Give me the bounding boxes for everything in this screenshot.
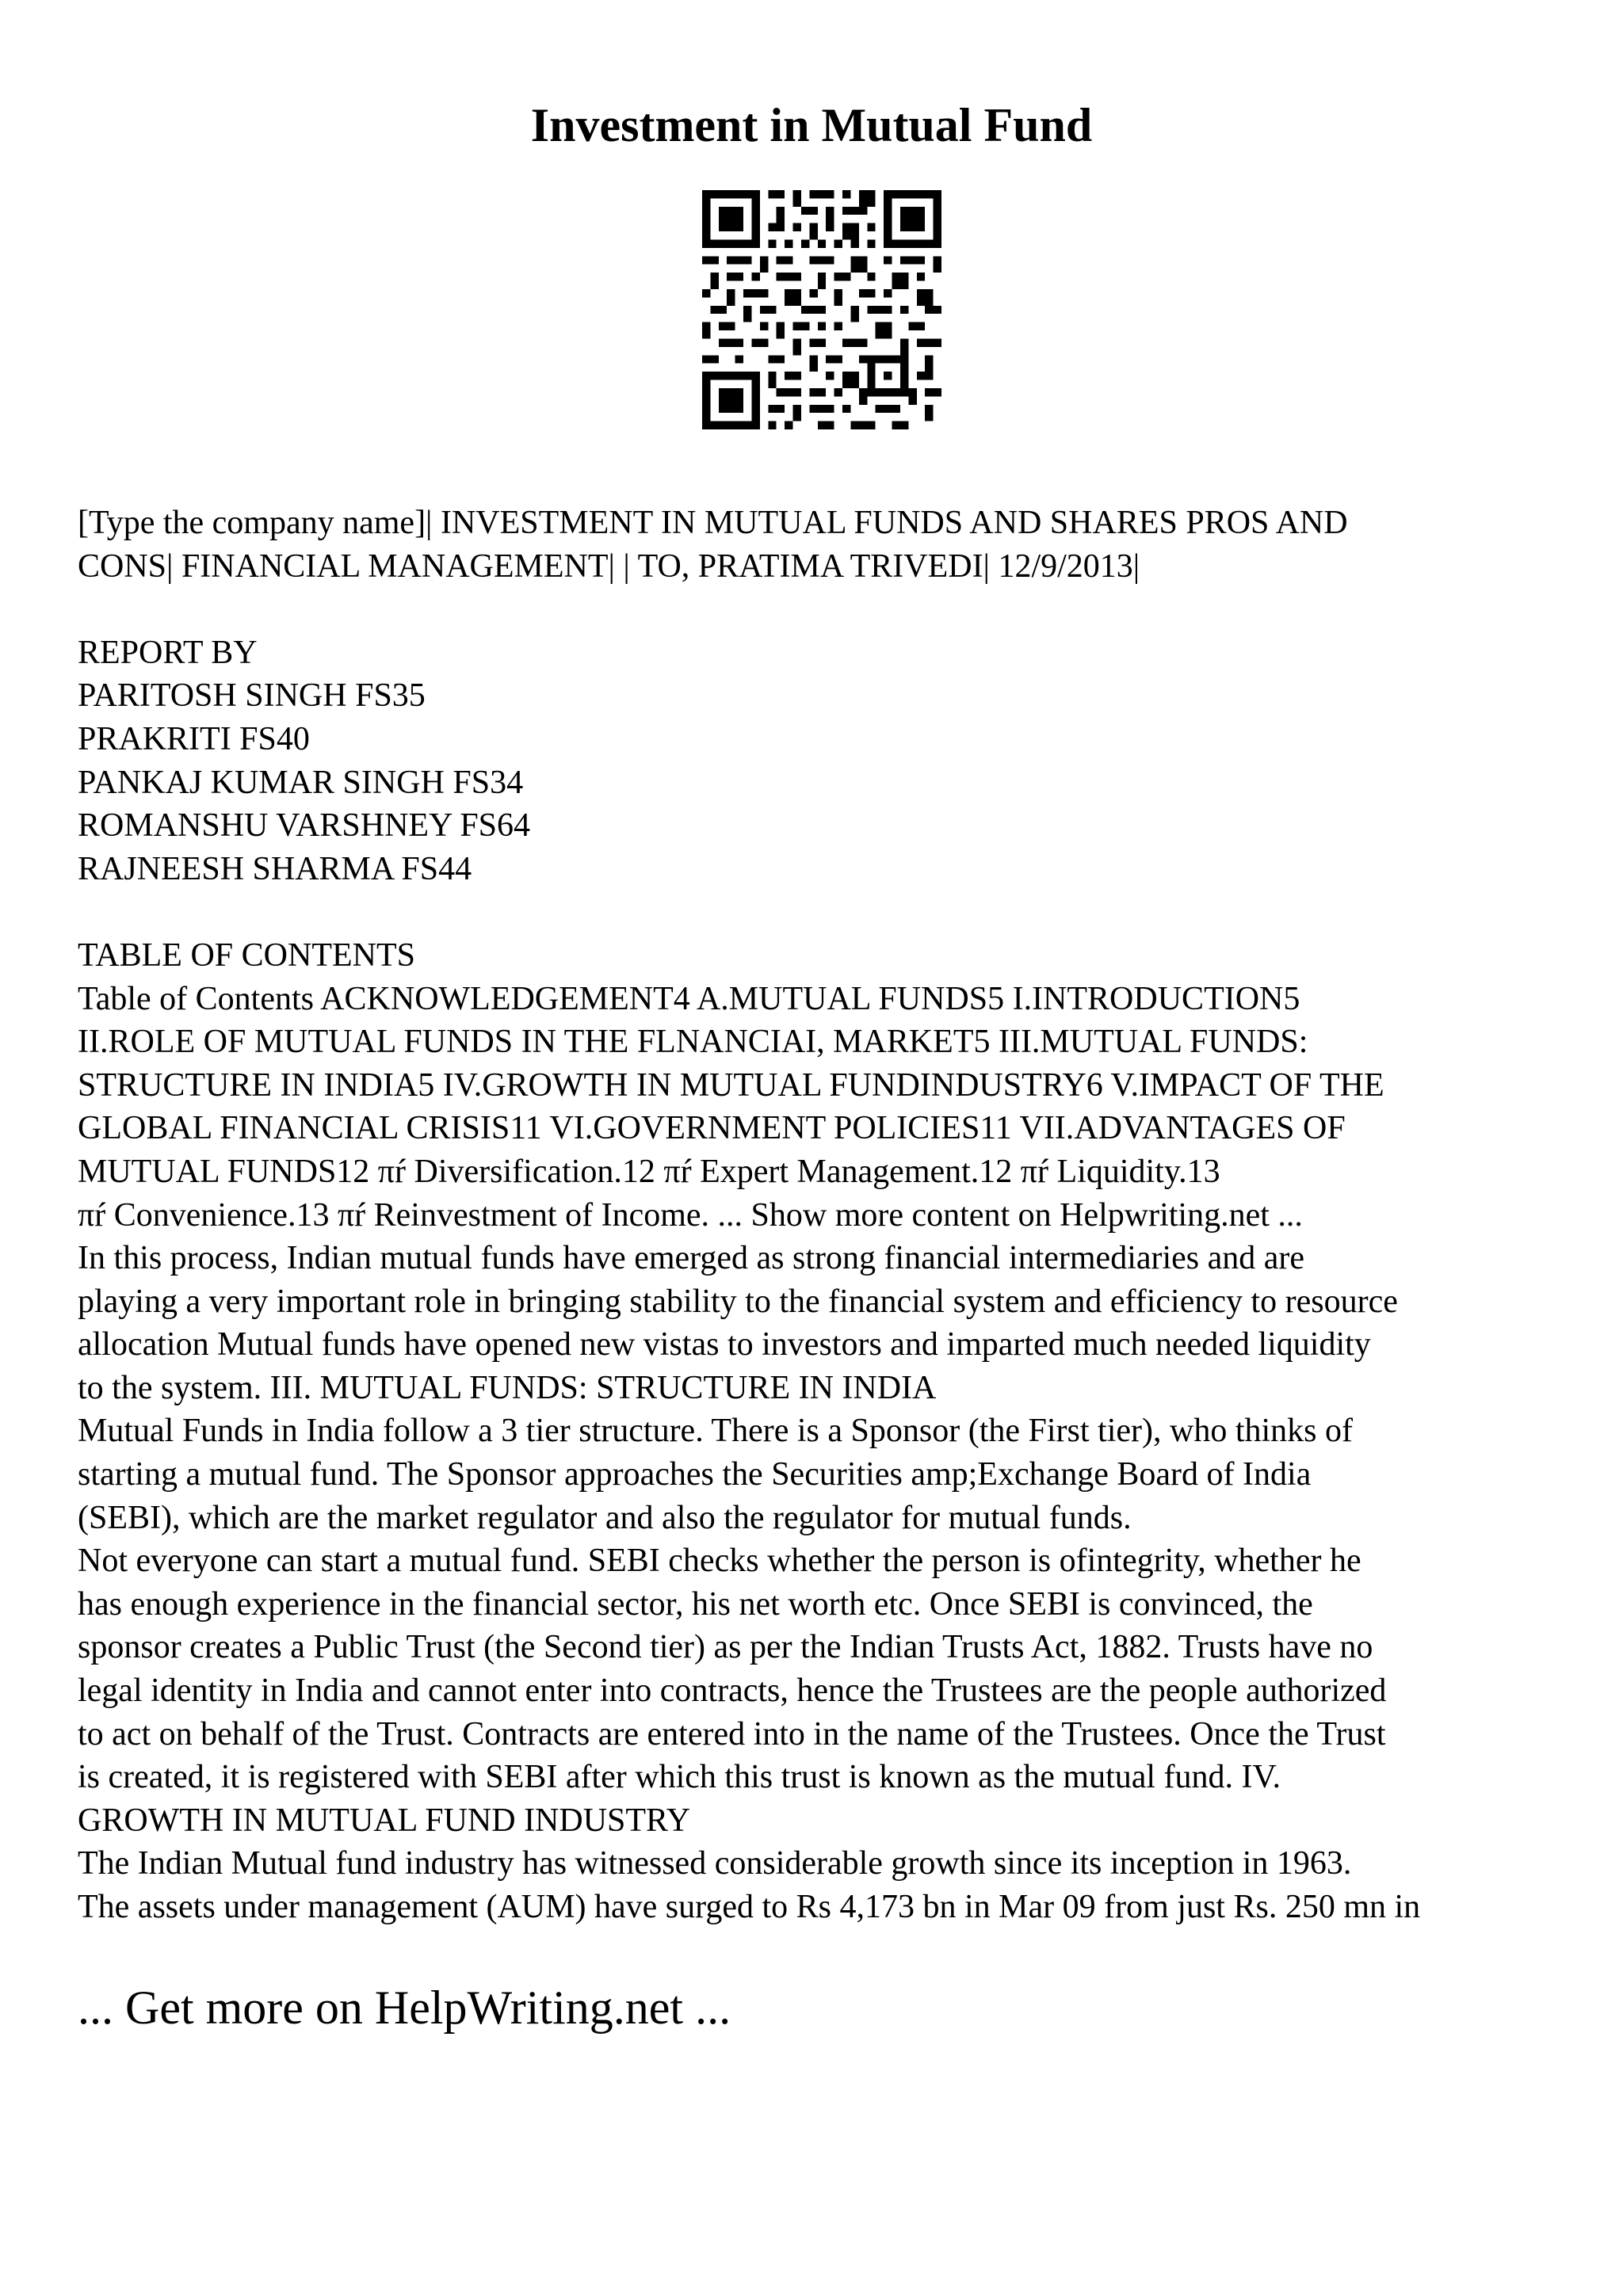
contents-block (78, 934, 1583, 1929)
body-line: In this process, Indian mutual funds have emerged as strong financial intermediaries and are (78, 1240, 1305, 1277)
body-line: starting a mutual fund. The Sponsor approaches the Securities amp;Exchange Board of India (78, 1456, 1312, 1493)
header-line: CONS| FINANCIAL MANAGEMENT| | TO, PRATIMA TRIVEDI| 12/9/2013| (78, 547, 1140, 585)
author-line: RAJNEESH SHARMA FS44 (78, 850, 472, 887)
body-line: Table of Contents ACKNOWLEDGEMENT4 A.MUTUAL FUNDS5 I.INTRODUCTION5 (78, 980, 1300, 1017)
author-line: ROMANSHU VARSHNEY FS64 (78, 807, 531, 845)
body-line: MUTUAL FUNDS12 πŕ Diversification.12 πŕ Expert Management.12 πŕ Liquidity.13 (78, 1153, 1220, 1190)
report-by-block (78, 631, 1583, 891)
header-line: [Type the company name]| INVESTMENT IN MUTUAL FUNDS AND SHARES PROS AND (78, 505, 1348, 541)
body-line: (SEBI), which are the market regulator and also the regulator for mutual funds. (78, 1499, 1132, 1536)
body-line: legal identity in India and cannot enter into contracts, hence the Trustees are the people authorized (78, 1672, 1387, 1710)
document-body (78, 502, 1583, 1929)
body-line: Not everyone can start a mutual fund. SEBI checks whether the person is ofintegrity, whether he (78, 1543, 1361, 1580)
body-line: allocation Mutual funds have opened new vistas to investors and imparted much needed liquidity (78, 1326, 1371, 1363)
body-line: to the system. III. MUTUAL FUNDS: STRUCTURE IN INDIA (78, 1369, 937, 1406)
document-title: Investment in Mutual Fund (530, 99, 1093, 151)
body-line: II.ROLE OF MUTUAL FUNDS IN THE FLNANCIAI, MARKET5 III.MUTUAL FUNDS: (78, 1024, 1308, 1061)
body-line: πŕ Convenience.13 πŕ Reinvestment of Income. ... Show more content on Helpwriting.net ... (78, 1196, 1303, 1234)
body-line: playing a very important role in bringing stability to the financial system and efficiency to resource (78, 1283, 1398, 1320)
author-line: PRAKRITI FS40 (78, 720, 310, 757)
toc-heading: TABLE OF CONTENTS (78, 936, 415, 974)
qr-code-icon (702, 190, 941, 429)
author-line: PANKAJ KUMAR SINGH FS34 (78, 764, 524, 801)
header-block (78, 502, 1583, 588)
body-line: STRUCTURE IN INDIA5 IV.GROWTH IN MUTUAL FUNDINDUSTRY6 V.IMPACT OF THE (78, 1066, 1384, 1104)
body-line: The Indian Mutual fund industry has witnessed considerable growth since its inception in 1963. (78, 1845, 1352, 1882)
body-line: The assets under management (AUM) have surged to Rs 4,173 bn in Mar 09 from just Rs. 250 mn in (78, 1889, 1421, 1925)
body-line: GLOBAL FINANCIAL CRISIS11 VI.GOVERNMENT POLICIES11 VII.ADVANTAGES OF (78, 1110, 1346, 1147)
body-line: Mutual Funds in India follow a 3 tier structure. There is a Sponsor (the First tier), who thinks of (78, 1413, 1353, 1450)
author-line: PARITOSH SINGH FS35 (78, 677, 426, 715)
body-line: has enough experience in the financial sector, his net worth etc. Once SEBI is convinced, the (78, 1585, 1313, 1623)
body-line: sponsor creates a Public Trust (the Second tier) as per the Indian Trusts Act, 1882. Trusts have no (78, 1629, 1373, 1666)
body-line: is created, it is registered with SEBI after which this trust is known as the mutual fund. IV. (78, 1759, 1281, 1796)
body-line: to act on behalf of the Trust. Contracts are entered into in the name of the Trustees. Once the Trust (78, 1715, 1386, 1753)
get-more-link[interactable]: ... Get more on HelpWriting.net ... (78, 1981, 731, 2034)
body-line: GROWTH IN MUTUAL FUND INDUSTRY (78, 1802, 691, 1839)
report-by-label: REPORT BY (78, 634, 258, 671)
